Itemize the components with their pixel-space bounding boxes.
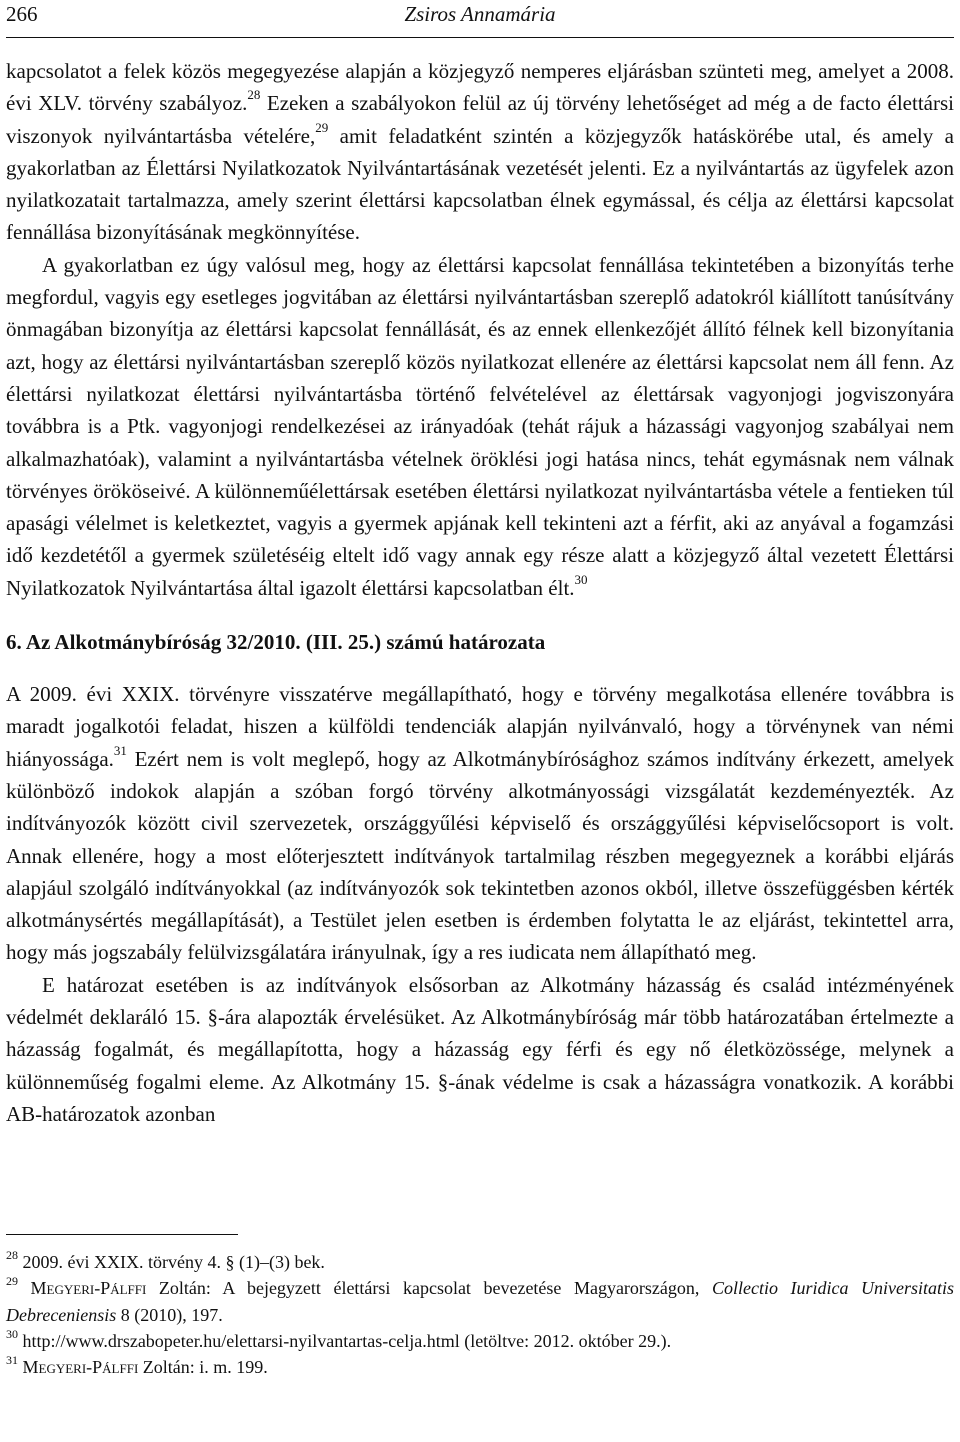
footnote-text: 8 (2010), 197. [116,1304,223,1325]
footnote-separator [6,1234,238,1235]
section-heading: 6. Az Alkotmánybíróság 32/2010. (III. 25.) számú határozata [6,630,546,655]
footnote-ref-31[interactable]: 31 [113,742,127,758]
footnote-number: 29 [6,1274,18,1289]
footnote-text: Zoltán: i. m. 199. [138,1357,268,1378]
footnote-ref-28[interactable]: 28 [247,87,261,103]
paragraph-1-text-a: kapcsolatot a felek közös megegyezése alapján a közjegyző nemperes eljárásban szünteti meg, amelyet a 2008. évi XLV. törvény szabályoz. [6,59,954,116]
paragraph-1-text-b: Ezeken a szabályokon felül az új törvény lehetőséget ad még a de facto élettársi viszonyok nyilvántartásba vételére, [6,91,954,148]
paragraph-1-text-c: amit feladatként szintén a közjegyzők hatáskörébe utal, és amely a gyakorlatban az Élettársi Nyilatkozatok Nyilvántartásának vezetését jelenti. Ez a nyilvántartás az ügyfelek azon nyilatkozatait tartalmazza, amely szerint élettársi kapcsolatban élnek egymással, és célja az élettársi kapcsolat fennállása bizonyításának megkönnyítése. [6,123,954,245]
footnotes [6,1249,954,1380]
footnote-number: 28 [6,1248,18,1262]
paragraph-2-text: A gyakorlatban ez úgy valósul meg, hogy az élettársi kapcsolat fennállása tekintetében a bizonyítás terhe megfordul, vagyis egy esetleges jogvitában az élettársi nyilvántartásban szereplő adatokról kiállított tanúsítvány önmagában bizonyítja az élettársi kapcsolat fennállását, és az ennek ellenkezőjét állító félnek kell bizonyítania azt, hogy az élettársi nyilvántartásban szereplő közös nyilatkozat ellenére az élettársi kapcsolat nem áll fenn. Az élettársi nyilatkozat élettársi nyilvántartásba történő felvételével az élettársak vagyonjogi jogviszonyára továbbra is a Ptk. vagyonjogi rendelkezései az irányadóak (tehát rájuk a házassági vagyonjog szabályai nem alkalmazhatóak), valamint a nyilvántartásba vételnek öröklési jogi hatása nincs, tehát egymásnak nem válnak törvényes örököseivé. A különneműélettársak esetében élettársi nyilatkozat nyilvántartásba vétele a fentieken túl apasági vélelmet is keletkeztet, vagyis a gyermek apjának kell tekinteni azt a férfit, aki az anyával a fogamzási idő kezdetétől a gyermek születéséig eltelt idő vagy annak egy része alatt a közjegyző által vezetett Élettársi Nyilatkozatok Nyilvántartása által igazolt élettársi kapcsolatban élt. [6,252,954,600]
paragraph-3-text-b: Ezért nem is volt meglepő, hogy az Alkotmánybírósághoz számos indítvány érkezett, amelyek különböző indokok alapján a szóban forgó törvény alkotmányossági vizsgálatát kezdeményezték. Az indítványozók között civil szervezetek, országgyűlési képviselő és országgyűlési képviselőcsoport is volt. Annak ellenére, hogy a most előterjesztett indítványok tartalmilag részben megegyeznek a korábbi eljárás alapjául szolgáló indítványokkal (az indítványozók sok tekintetben azonos okból, illetve összefüggésben kérték alkotmánysértés megállapítását), a Testület jelen esetben is érdemben folytatta le az eljárást, tekintettel arra, hogy más jogszabály felülvizsgálatára irányulnak, így a res iudicata nem állapítható meg. [6,746,954,965]
page-body [6,55,954,1130]
running-title: Zsiros Annamária [404,2,556,26]
paragraph-3-text-a: A 2009. évi XXIX. törvényre visszatérve megállapítható, hogy e törvény megalkotása ellenére továbbra is maradt jogalkotói feladat, hiszen a külföldi tendenciák alapján nyilvánvaló, hogy a törvénynek van némi hiányossága. [6,682,954,771]
footnote-29 [6,1275,954,1328]
footnote-url[interactable]: http://www.drszabopeter.hu/elettarsi-nyilvantartas-celja.html (letöltve: 2012. október 29.). [22,1330,672,1351]
paragraph-4: E határozat esetében is az indítványok elsősorban az Alkotmány házasság és család intézményének védelmét deklaráló 15. §-ára alapozták érvelésüket. Az Alkotmánybíróság már több határozatában értelmezte a házasság fogalmát, és megállapította, hogy a házasság egy férfi és egy nő életközössége, melynek a különneműség fogalmi eleme. Az Alkotmány 15. §-ának védelme is csak a házasságra vonatkozik. A korábbi AB-határozatok azonban [6,972,954,1126]
paragraph-2 [6,249,954,604]
header-rule [6,37,954,38]
footnote-number: 31 [6,1353,18,1368]
footnote-author: Megyeri-Pálffi [22,1357,139,1378]
paragraph-3 [6,678,954,969]
footnote-ref-29[interactable]: 29 [315,119,329,135]
page-number: 266 [6,2,38,26]
footnote-31 [6,1354,954,1380]
footnote-ref-30[interactable]: 30 [574,571,588,587]
paragraph-1 [6,55,954,249]
footnote-28 [6,1249,954,1275]
footnote-number: 30 [6,1326,18,1341]
footnote-30 [6,1328,954,1354]
footnote-text: Zoltán: A bejegyzett élettársi kapcsolat bevezetése Magyarországon, [146,1278,712,1299]
footnote-journal-title: Collectio Iuridica Universitatis Debreceniensis [6,1278,955,1325]
footnote-text: 2009. évi XXIX. törvény 4. § (1)–(3) bek. [22,1252,325,1272]
page-header [6,0,954,38]
footnote-author: Megyeri-Pálffi [30,1278,147,1299]
